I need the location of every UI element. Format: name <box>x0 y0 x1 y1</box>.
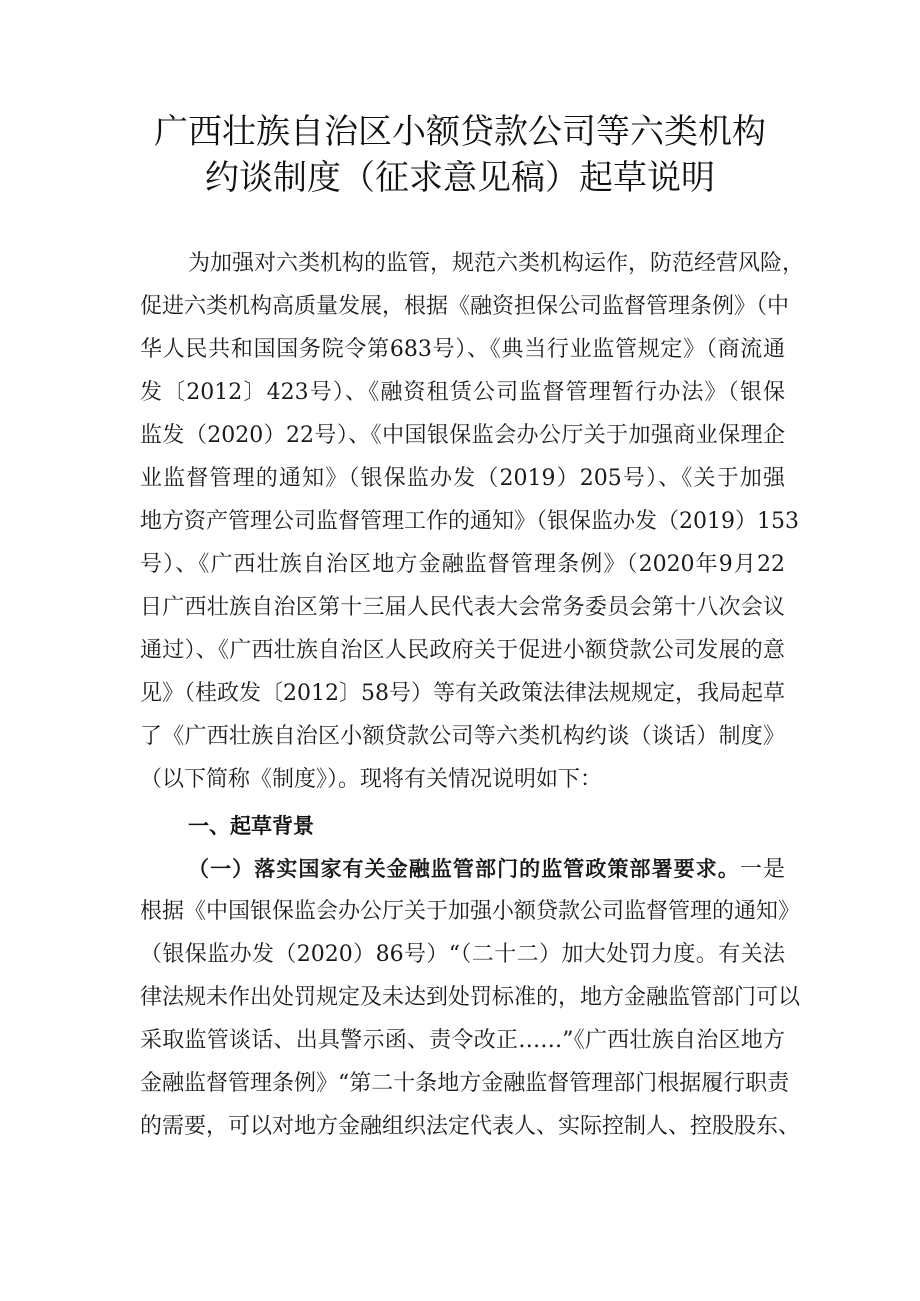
intro-paragraph-line: 发〔2012〕423号）、《融资租赁公司监督管理暂行办法》（银保 <box>140 380 785 405</box>
intro-paragraph-line: 号）、《广西壮族自治区地方金融监督管理条例》（2020年9月22 <box>140 552 785 577</box>
body-paragraph-line: 根据《中国银保监会办公厅关于加强小额贷款公司监督管理的通知》 <box>140 899 801 924</box>
intro-paragraph-line: 促进六类机构高质量发展，根据《融资担保公司监督管理条例》（中 <box>140 294 790 319</box>
intro-paragraph-line: 为加强对六类机构的监管，规范六类机构运作，防范经营风险， <box>188 251 805 276</box>
document-title-line-2: 约谈制度（征求意见稿）起草说明 <box>205 158 715 198</box>
intro-paragraph-line: 地方资产管理公司监督管理工作的通知》（银保监办发（2019）153 <box>140 509 799 534</box>
body-paragraph-line: 律法规未作出处罚规定及未达到处罚标准的，地方金融监管部门可以 <box>140 985 801 1010</box>
intro-paragraph-line: 日广西壮族自治区第十三届人民代表大会常务委员会第十八次会议 <box>140 595 785 620</box>
document-title-line-1: 广西壮族自治区小额贷款公司等六类机构 <box>154 112 766 152</box>
intro-paragraph-line: 通过）、《广西壮族自治区人民政府关于促进小额贷款公司发展的意 <box>140 638 785 663</box>
body-paragraph-line: 采取监管谈话、出具警示函、责令改正……”《广西壮族自治区地方 <box>140 1028 785 1053</box>
body-paragraph-line: 的需要，可以对地方金融组织法定代表人、实际控制人、控股股东、 <box>140 1114 801 1139</box>
subsection-heading-line <box>188 854 785 885</box>
intro-paragraph-line: （以下简称《制度》）。现将有关情况说明如下： <box>140 767 603 792</box>
subsection-heading-bold: （一）落实国家有关金融监管部门的监管政策部署要求。 <box>188 857 740 881</box>
body-paragraph-line: 金融监督管理条例》“第二十条地方金融监督管理部门根据履行职责 <box>140 1071 790 1096</box>
body-paragraph-line: （银保监办发（2020）86号）“（二十二）加大处罚力度。有关法 <box>140 942 785 967</box>
intro-paragraph-line: 华人民共和国国务院令第683号）、《典当行业监管规定》（商流通 <box>140 337 785 362</box>
intro-paragraph-line: 见》（桂政发〔2012〕58号）等有关政策法律法规规定，我局起草 <box>140 681 785 706</box>
intro-paragraph-line: 监发（2020）22号）、《中国银保监会办公厅关于加强商业保理企 <box>140 423 785 448</box>
section-heading: 一、起草背景 <box>188 814 314 838</box>
subsection-lead-text: 一是 <box>739 857 785 882</box>
intro-paragraph-line: 业监督管理的通知》（银保监办发（2019）205号）、《关于加强 <box>140 466 785 491</box>
intro-paragraph-line: 了《广西壮族自治区小额贷款公司等六类机构约谈（谈话）制度》 <box>140 724 785 749</box>
